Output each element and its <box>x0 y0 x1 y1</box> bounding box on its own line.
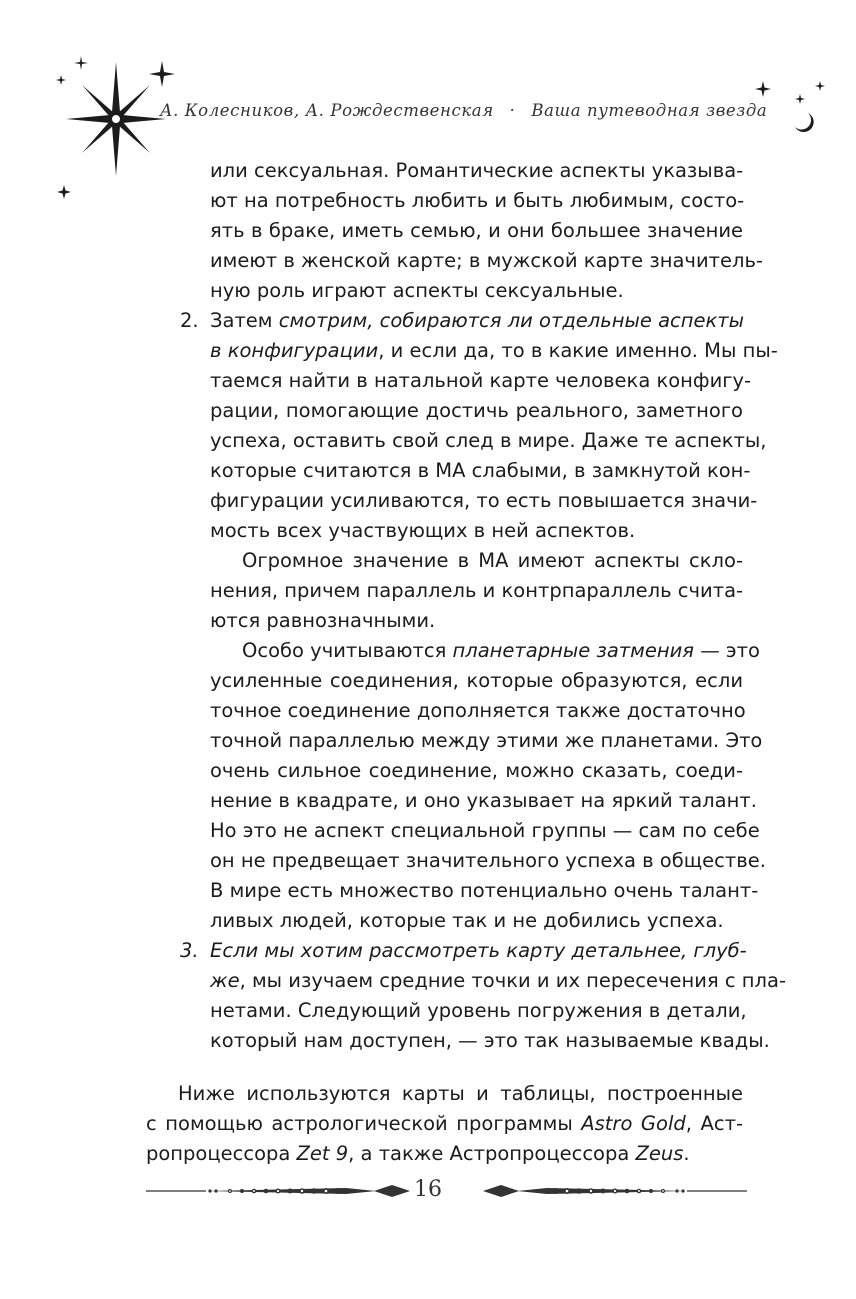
text-line: который нам доступен, — это так называемые квады. <box>210 1029 770 1052</box>
text-line: ливых людей, которые так и не добились успеха. <box>210 909 724 932</box>
text-line: нение в квадрате, и оно указывает на яркий талант. <box>210 789 757 812</box>
text-line: он не предвещает значительного успеха в обществе. <box>210 849 766 872</box>
text-line: Огромное значение в МА имеют аспекты скло- <box>242 549 743 572</box>
text-line: в конфигурации, и если да, то в какие именно. Мы пы- <box>210 339 778 362</box>
text-line: Особо учитываются планетарные затмения — это <box>242 639 760 662</box>
text-line: очень сильное соединение, можно сказать, соеди- <box>210 759 743 782</box>
text-line: нения, причем параллель и контрпараллель счита- <box>210 579 744 602</box>
text-line: ропроцессора Zet 9, а также Астропроцессора Zeus. <box>146 1142 690 1165</box>
text-line: точной параллелью между этими же планетами. Это <box>210 729 763 752</box>
text-line: или сексуальная. Романтические аспекты указыва- <box>210 159 744 182</box>
sparkle-icon <box>814 80 826 92</box>
page-number: 16 <box>414 1177 442 1202</box>
text-line: точное соединение дополняется также достаточно <box>210 699 746 722</box>
header-separator: · <box>509 101 516 120</box>
header-book-title: Ваша путеводная звезда <box>531 101 768 120</box>
text-line: фигурации усиливаются, то есть повышается значи- <box>210 489 758 512</box>
text-line: усиленные соединения, которые образуются, если <box>210 669 743 692</box>
sparkle-icon <box>73 55 89 71</box>
text-line: которые считаются в МА слабыми, в замкнутой кон- <box>210 459 751 482</box>
sparkle-icon <box>55 74 67 86</box>
text-line: таемся найти в натальной карте человека конфигу- <box>210 369 752 392</box>
text-line: с помощью астрологической программы Astro Gold, Аст- <box>146 1112 743 1135</box>
text-line: успеха, оставить свой след в мире. Даже те аспекты, <box>210 429 767 452</box>
running-header <box>160 101 767 120</box>
text-line: Но это не аспект специальной группы — сам по себе <box>210 819 760 842</box>
text-line: же, мы изучаем средние точки и их пересечения с пла- <box>210 969 787 992</box>
text-line: Ниже используются карты и таблицы, построенные <box>178 1082 743 1105</box>
text-line: мость всех участвующих в ней аспектов. <box>210 519 636 542</box>
text-line: рации, помогающие достичь реального, заметного <box>210 399 743 422</box>
text-line: имеют в женской карте; в мужской карте значитель- <box>210 249 763 272</box>
text-line: ются равнозначными. <box>210 609 436 632</box>
text-line: ную роль играют аспекты сексуальные. <box>210 279 624 302</box>
header-authors: А. Колесников, А. Рождественская <box>160 101 494 120</box>
text-line: В мире есть множество потенциально очень талант- <box>210 879 759 902</box>
sparkle-icon <box>795 94 805 104</box>
ornament-right <box>482 1182 747 1200</box>
text-line: Затем смотрим, собираются ли отдельные аспекты <box>210 309 745 332</box>
text-line: нетами. Следующий уровень погружения в детали, <box>210 999 747 1022</box>
sparkle-icon <box>148 60 176 88</box>
crescent-moon-icon <box>792 110 818 136</box>
text-line: ют на потребность любить и быть любимым, состо- <box>210 189 745 212</box>
sparkle-icon <box>754 80 772 98</box>
text-line: ять в браке, иметь семью, и они большее значение <box>210 219 743 242</box>
text-line: Если мы хотим рассмотреть карту детальнее, глуб- <box>210 939 747 962</box>
